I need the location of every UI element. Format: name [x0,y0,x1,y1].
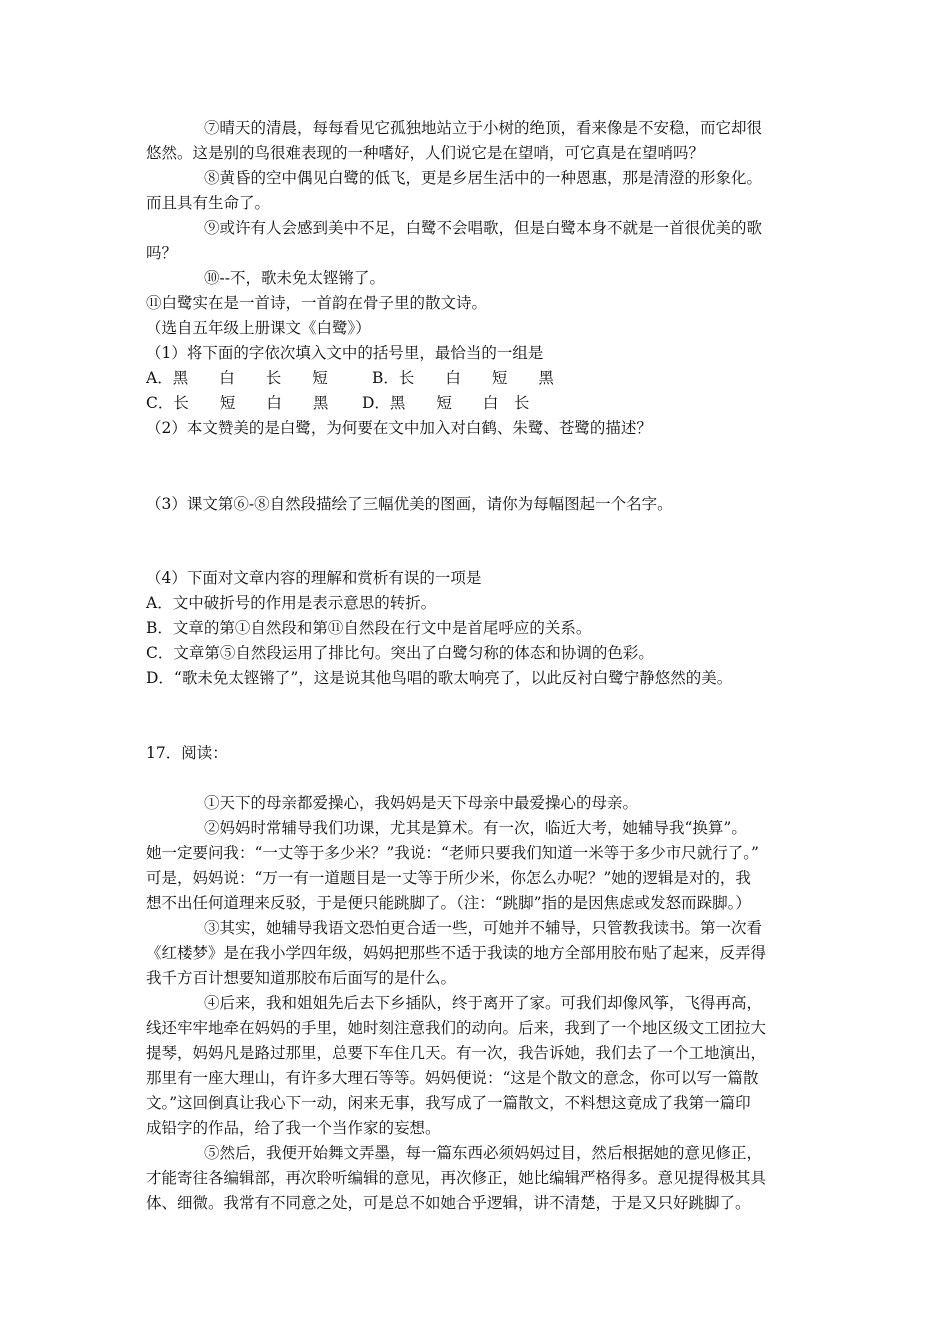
q17-paragraph-2-line-2: 她一定要问我：“一丈等于多少米？”我说：“老师只要我们知道一米等于多少市尺就行了。” [146,844,759,862]
paragraph-11: ⑪白鹭实在是一首诗，一首韵在骨子里的散文诗。 [146,294,488,312]
question-4-option-d: D．“歌未免太铿锵了”，这是说其他鸟唱的歌太响亮了，以此反衬白鹭宁静悠然的美。 [146,669,733,687]
paragraph-10: ⑩--不，歌未免太铿锵了。 [204,269,385,287]
q17-paragraph-3-line-1: ③其实，她辅导我语文恐怕更合适一些，可她并不辅导，只管教我读书。第一次看 [204,919,763,937]
paragraph-9-line-2: 吗？ [146,244,178,262]
question-4-option-b: B．文章的第①自然段和第⑪自然段在行文中是首尾呼应的关系。 [146,619,592,637]
q17-paragraph-3-line-3: 我千方百计想要知道那胶布后面写的是什么。 [146,969,457,987]
q17-paragraph-2-line-1: ②妈妈时常辅导我们功课，尤其是算术。有一次，临近大考，她辅导我“换算”。 [204,819,747,837]
q17-paragraph-4-line-1: ④后来，我和姐姐先后去下乡插队，终于离开了家。可我们却像风筝，飞得再高， [204,994,763,1012]
question-1-option-b: B．长 白 短 黑 [372,369,554,387]
q17-paragraph-3-line-2: 《红楼梦》是在我小学四年级，妈妈把那些不适于我读的地方全部用胶布贴了起来，反弄得 [146,944,767,962]
q17-paragraph-4-line-3: 提琴，妈妈凡是路过那里，总要下车住几天。有一次，我告诉她，我们去了一个工地演出， [146,1044,767,1062]
q17-paragraph-4-line-4: 那里有一座大理山，有许多大理石等等。妈妈便说：“这是个散文的意念，你可以写一篇散 [146,1069,759,1087]
question-1-option-a: A．黑 白 长 短 [146,369,328,387]
q17-paragraph-1: ①天下的母亲都爱操心，我妈妈是天下母亲中最爱操心的母亲。 [204,794,639,812]
question-4-stem: （4）下面对文章内容的理解和赏析有误的一项是 [146,569,482,587]
q17-paragraph-5-line-2: 才能寄往各编辑部，再次聆听编辑的意见，再次修正，她比编辑严格得多。意见提得极其具 [146,1169,767,1187]
q17-paragraph-5-line-1: ⑤然后，我便开始舞文弄墨，每一篇东西必须妈妈过目，然后根据她的意见修正， [204,1144,763,1162]
paragraph-7-line-2: 悠然。这是别的鸟很难表现的一种嗜好，人们说它是在望哨，可它真是在望哨吗？ [146,144,705,162]
q17-paragraph-5-line-3: 体、细微。我常有不同意之处，可是总不如她合乎逻辑，讲不清楚，于是又只好跳脚了。 [146,1194,751,1212]
question-3: （3）课文第⑥-⑧自然段描绘了三幅优美的图画，请你为每幅图起一个名字。 [146,495,673,513]
q17-paragraph-2-line-3: 可是，妈妈说：“万一有一道题目是一丈等于所少米，你怎么办呢？”她的逻辑是对的，我 [146,869,751,887]
question-2: （2）本文赞美的是白鹭，为何要在文中加入对白鹤、朱鹭、苍鹭的描述？ [146,419,652,437]
q17-paragraph-4-line-2: 线还牢牢地牵在妈妈的手里，她时刻注意我们的动向。后来，我到了一个地区级文工团拉大 [146,1019,767,1037]
paragraph-8-line-1: ⑧黄昏的空中偶见白鹭的低飞，更是乡居生活中的一种恩惠，那是清澄的形象化。 [204,169,763,187]
question-1-option-d: D．黑 短 白 长 [362,394,530,412]
q17-paragraph-4-line-5: 文。”这回倒真让我心下一动，闲来无事，我写成了一篇散文，不料想这竟成了我第一篇印 [146,1094,751,1112]
q17-paragraph-4-line-6: 成铅字的作品，给了我一个当作家的妄想。 [146,1119,441,1137]
question-1-option-c: C．长 短 白 黑 [146,394,329,412]
paragraph-8-line-2: 而且具有生命了。 [146,194,271,212]
paragraph-7-line-1: ⑦晴天的清晨，每每看见它孤独地站立于小树的绝顶，看来像是不安稳，而它却很 [204,119,763,137]
question-4-option-a: A．文中破折号的作用是表示意思的转折。 [146,594,437,612]
question-1-stem: （1）将下面的字依次填入文中的括号里，最恰当的一组是 [146,344,544,362]
paragraph-9-line-1: ⑨或许有人会感到美中不足，白鹭不会唱歌，但是白鹭本身不就是一首很优美的歌 [204,219,763,237]
question-17-heading: 17．阅读： [146,744,228,762]
passage-source: （选自五年级上册课文《白鹭》） [146,319,371,337]
question-4-option-c: C．文章第⑤自然段运用了排比句。突出了白鹭匀称的体态和协调的色彩。 [146,644,654,662]
q17-paragraph-2-line-4: 想不出任何道理来反驳，于是便只能跳脚了。（注：“跳脚”指的是因焦虑或发怒而跺脚。） [146,894,751,912]
